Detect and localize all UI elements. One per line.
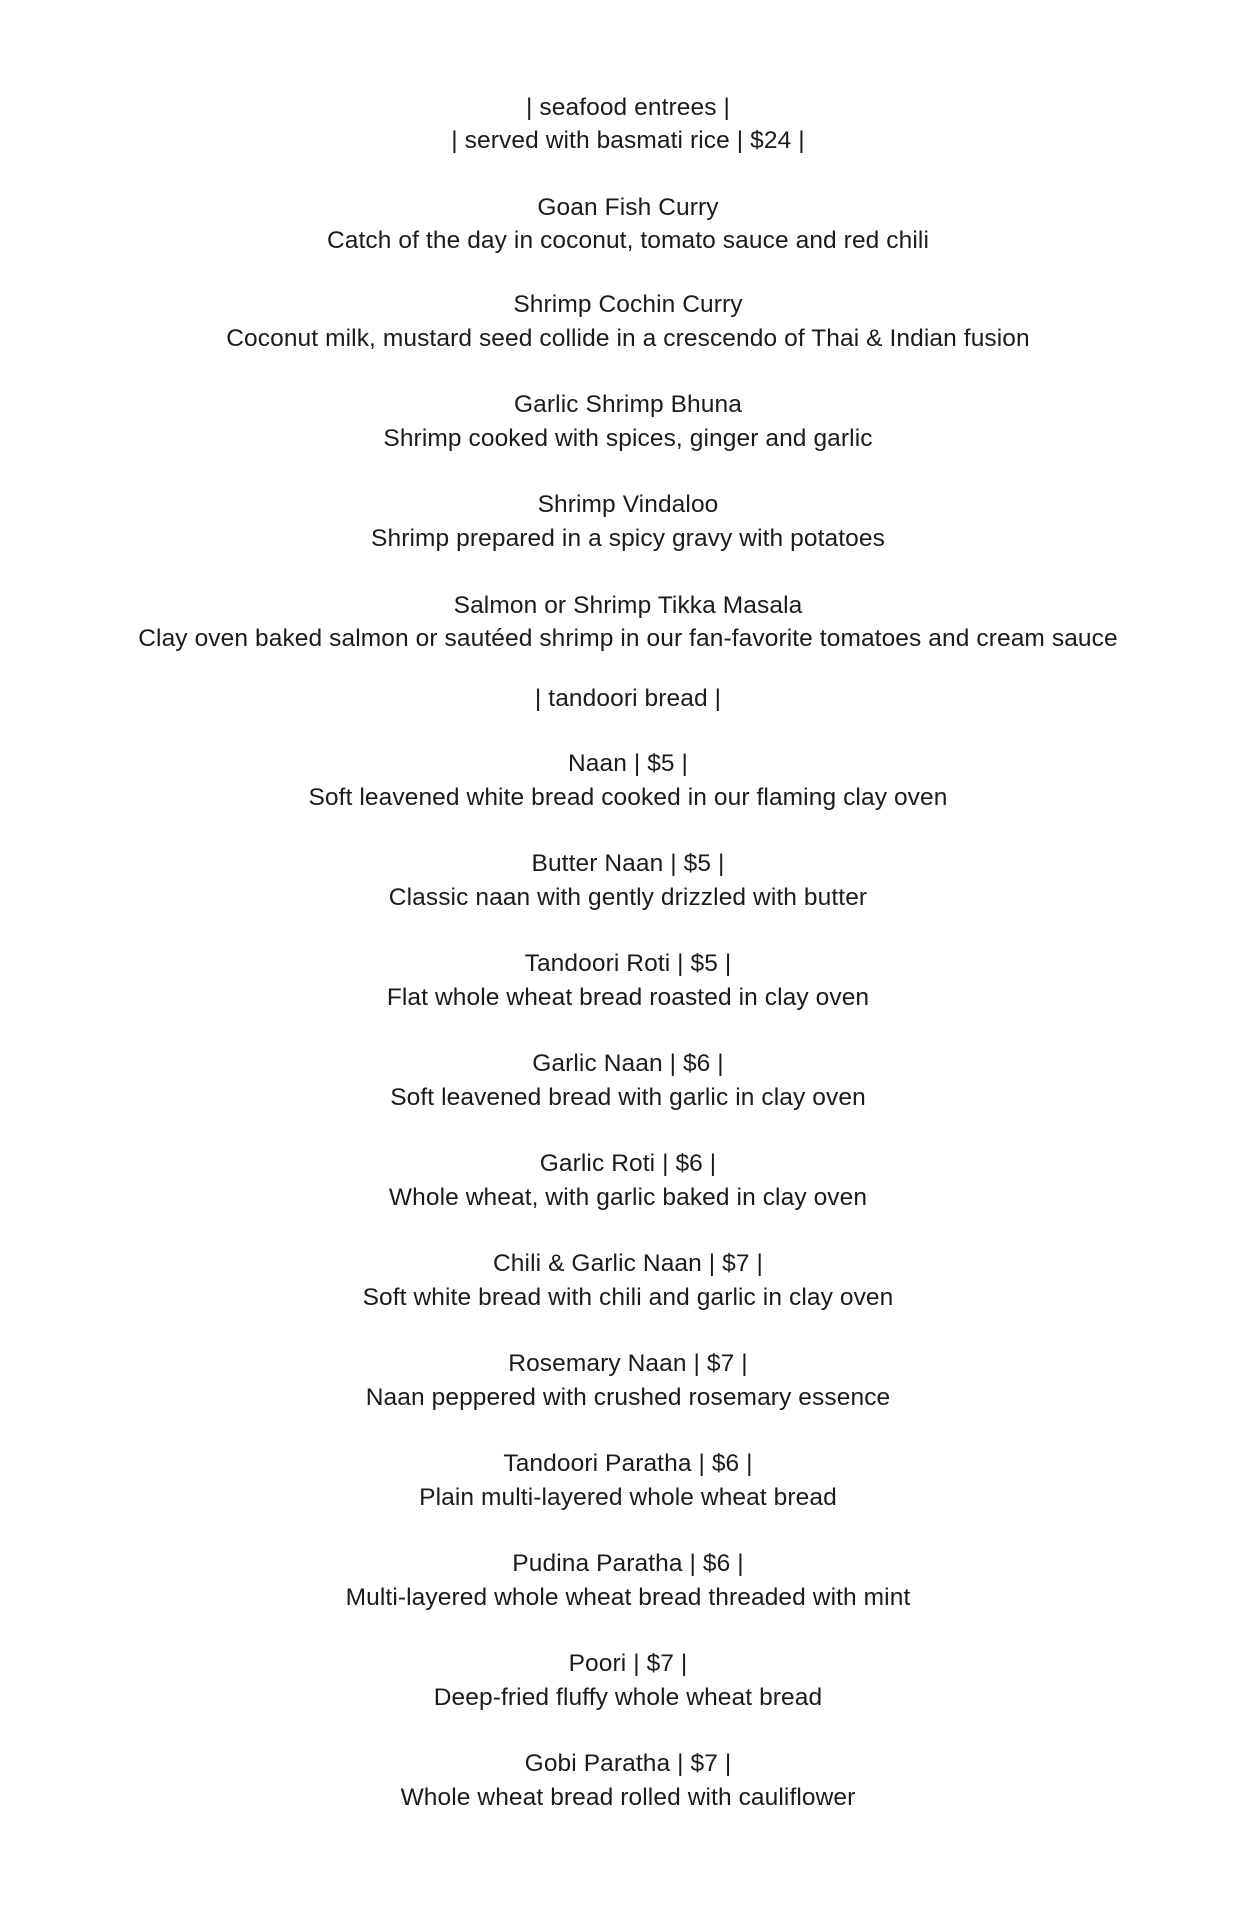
menu-item-description: Whole wheat bread rolled with cauliflower (400, 1784, 856, 1811)
menu-item-description: Clay oven baked salmon or sautéed shrimp in our fan-favorite tomatoes and cream sauce (138, 625, 1118, 652)
menu-item-description: Plain multi-layered whole wheat bread (419, 1484, 837, 1511)
menu-item-description: Shrimp cooked with spices, ginger and garlic (383, 425, 873, 452)
menu-item-description: Soft leavened bread with garlic in clay oven (390, 1084, 866, 1111)
bread-section-header: | tandoori bread | (534, 685, 722, 712)
menu-item-description: Whole wheat, with garlic baked in clay oven (388, 1184, 868, 1211)
menu-item-name: Goan Fish Curry (537, 194, 719, 221)
menu-item-name: Gobi Paratha | $7 | (524, 1750, 732, 1777)
menu-item-name: Garlic Naan | $6 | (532, 1050, 724, 1077)
menu-item-description: Coconut milk, mustard seed collide in a crescendo of Thai & Indian fusion (226, 325, 1030, 352)
menu-item-name: Chili & Garlic Naan | $7 | (493, 1250, 763, 1277)
menu-item-description: Catch of the day in coconut, tomato sauce and red chili (326, 227, 930, 254)
menu-item-name: Poori | $7 | (568, 1650, 688, 1677)
menu-item-description: Soft leavened white bread cooked in our flaming clay oven (308, 784, 948, 811)
menu-item-name: Salmon or Shrimp Tikka Masala (453, 592, 803, 619)
menu-item-name: Rosemary Naan | $7 | (508, 1350, 748, 1377)
menu-item-description: Flat whole wheat bread roasted in clay oven (386, 984, 870, 1011)
seafood-section-header: | seafood entrees | (526, 94, 730, 121)
menu-item-name: Tandoori Paratha | $6 | (503, 1450, 753, 1477)
menu-item-description: Multi-layered whole wheat bread threaded with mint (345, 1584, 911, 1611)
menu-item-description: Soft white bread with chili and garlic in clay oven (362, 1284, 894, 1311)
menu-item-description: Shrimp prepared in a spicy gravy with potatoes (371, 525, 885, 552)
menu-item-name: Tandoori Roti | $5 | (524, 950, 732, 977)
menu-item-name: Butter Naan | $5 | (531, 850, 725, 877)
seafood-section-subheader: | served with basmati rice | $24 | (451, 127, 805, 154)
menu-item-name: Pudina Paratha | $6 | (512, 1550, 744, 1577)
menu-item-description: Deep-fried fluffy whole wheat bread (433, 1684, 823, 1711)
menu-item-name: Shrimp Vindaloo (537, 491, 719, 518)
menu-item-name: Garlic Shrimp Bhuna (514, 391, 742, 418)
menu-item-description: Classic naan with gently drizzled with butter (388, 884, 868, 911)
menu-item-name: Shrimp Cochin Curry (513, 291, 743, 318)
menu-item-name: Naan | $5 | (567, 750, 689, 777)
menu-item-name: Garlic Roti | $6 | (539, 1150, 717, 1177)
menu-item-description: Naan peppered with crushed rosemary essence (365, 1384, 891, 1411)
